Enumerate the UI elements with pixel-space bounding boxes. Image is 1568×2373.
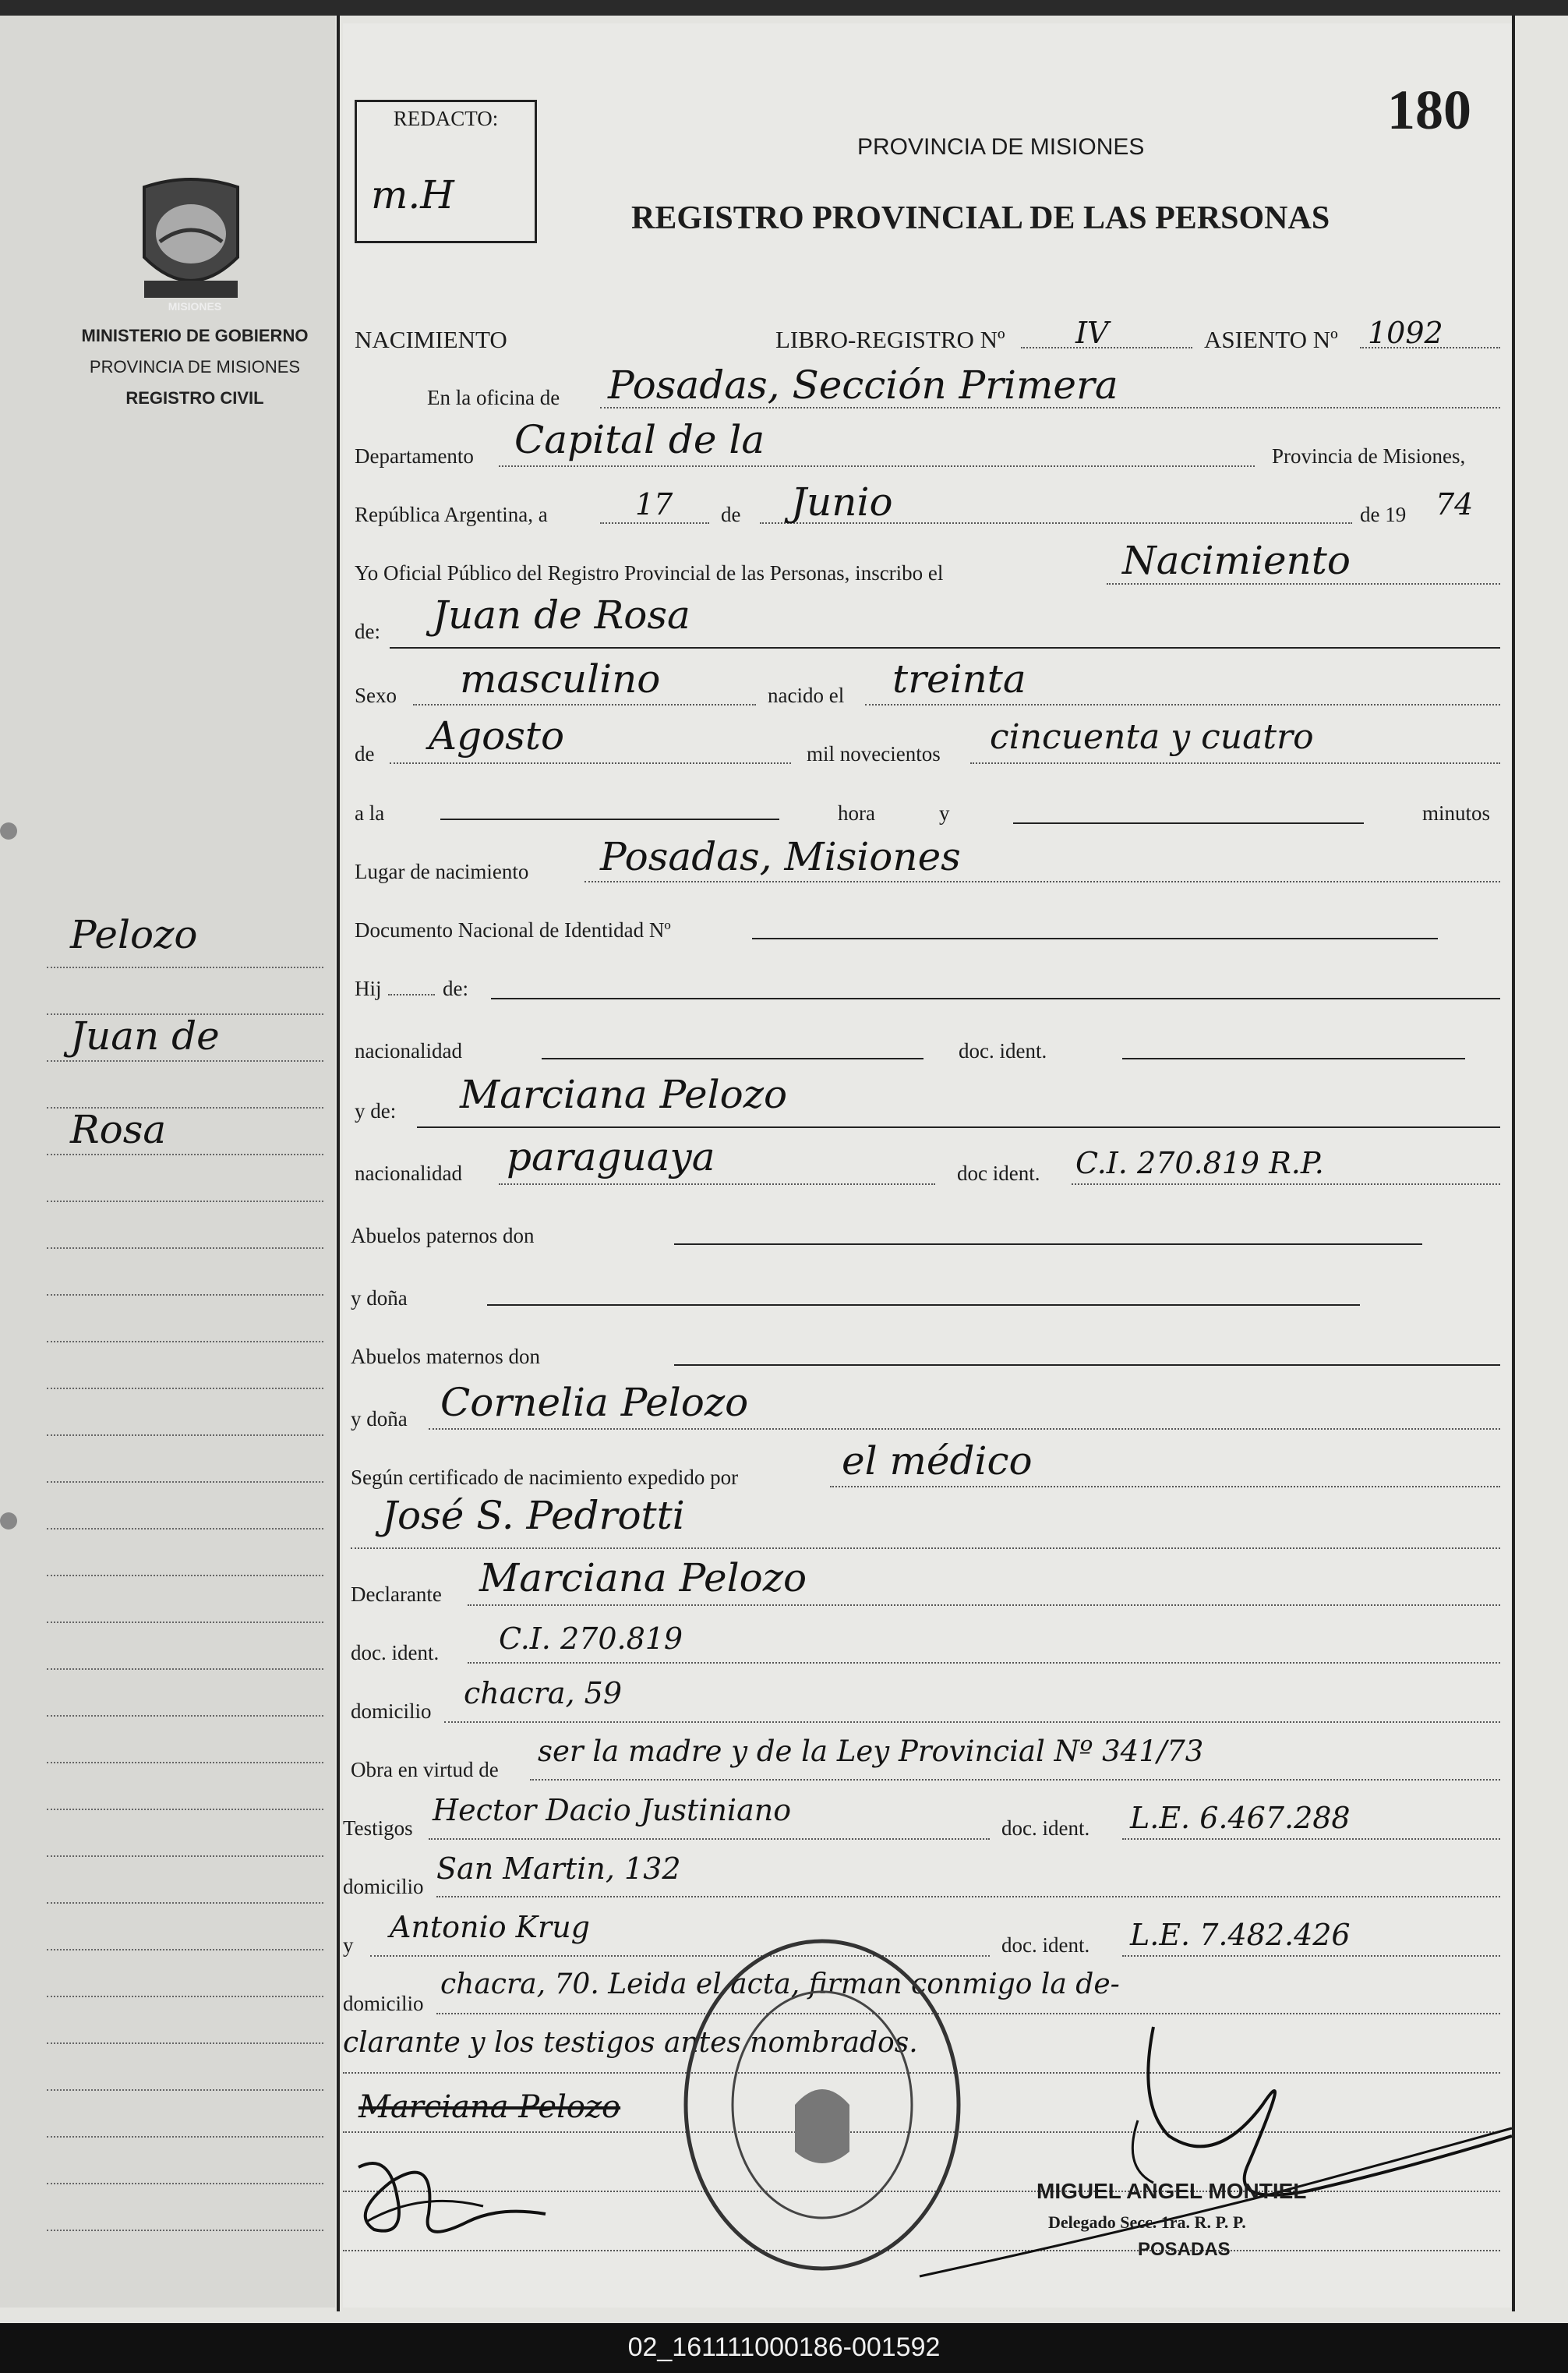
domicilio2-label: domicilio [343,1875,424,1898]
testigos-label: Testigos [343,1816,413,1840]
page-number: 180 [1387,79,1471,141]
mes2-value: Agosto [429,713,565,759]
domicilio-value: chacra, 59 [464,1676,623,1710]
seal-caption: MISIONES [168,300,222,313]
province-header: PROVINCIA DE MISIONES [857,134,1145,160]
docident2-label: doc ident. [957,1162,1040,1185]
sexo-label: Sexo [355,684,397,707]
segun-label: Según certificado de nacimiento expedido por [351,1466,739,1489]
margin-note-line-1: Pelozo [70,912,198,957]
declarant-signature: Marciana Pelozo [358,2089,621,2125]
domicilio-label: domicilio [351,1699,432,1723]
top-edge [0,0,1568,16]
official-city: POSADAS [1138,2239,1231,2260]
nacido-value: treinta [892,656,1026,702]
segun-value: el médico [842,1438,1033,1484]
witness-signature [343,2136,577,2253]
docident4-value: L.E. 6.467.288 [1130,1801,1351,1835]
docident4-label: doc. ident. [1001,1816,1090,1840]
oficial-text: Yo Oficial Público del Registro Provincial de las Personas, inscribo el [355,561,944,585]
ala-label: a la [355,801,385,825]
provincia-label: Provincia de Misiones, [1272,444,1466,468]
de-colon-label: de: [355,620,380,643]
hij-de-label: de: [443,977,468,1000]
margin-note-line-2: Juan de [70,1013,220,1059]
republica-label: República Argentina, a [355,503,548,526]
oficina-value: Posadas, Sección Primera [608,362,1118,408]
binder-hole [0,822,17,840]
docident5-label: doc. ident. [1001,1933,1090,1957]
anio-label: de 19 [1360,503,1407,526]
de-label: de [721,503,741,526]
lugar-value: Posadas, Misiones [600,834,961,879]
domicilio3-label: domicilio [343,1992,424,2015]
obra-value: ser la madre y de la Ley Provincial Nº 341/73 [538,1735,1204,1768]
departamento-value: Capital de la [514,417,765,462]
inscribo-value: Nacimiento [1122,538,1351,583]
dni-label: Documento Nacional de Identidad Nº [355,918,671,942]
provincial-seal-icon [129,172,253,308]
redacto-initials: m.H [371,172,454,217]
margin-note-line-3: Rosa [70,1107,167,1152]
nacionalidad-label: nacionalidad [355,1039,462,1063]
nacimiento-label: NACIMIENTO [355,326,507,353]
hora-label: hora [838,801,875,825]
anio2-value: cincuenta y cuatro [990,717,1314,757]
registry-title: REGISTRO PROVINCIAL DE LAS PERSONAS [631,200,1330,236]
nacionalidad2-label: nacionalidad [355,1162,462,1185]
ydona2-label: y doña [351,1407,408,1431]
official-title: Delegado Secc. 1ra. R. P. P. [1048,2212,1246,2232]
mes-value: Junio [791,479,893,525]
left-border-line [337,16,340,2311]
lugar-label: Lugar de nacimiento [355,860,529,883]
redacto-label: REDACTO: [393,107,499,130]
testigo1-value: Hector Dacio Justiniano [433,1793,792,1827]
nacido-label: nacido el [768,684,845,707]
medico-value: José S. Pedrotti [382,1493,685,1538]
declarante-label: Declarante [351,1583,442,1606]
libro-label: LIBRO-REGISTRO Nº [775,326,1005,353]
minutos-label: minutos [1422,801,1491,825]
y2-label: y [343,1933,354,1957]
docident2-value: C.I. 270.819 R.P. [1075,1146,1324,1180]
cierre-value: clarante y los testigos antes nombrados. [343,2027,918,2059]
oficina-label: En la oficina de [427,386,560,409]
docident5-value: L.E. 7.482.426 [1130,1918,1351,1952]
filename-caption: 02_161111000186-001592 [627,2332,941,2362]
dia-value: 17 [635,487,673,522]
ministry-line-1: MINISTERIO DE GOBIERNO [81,326,309,345]
nombre-value: Juan de Rosa [433,592,690,638]
testigo2-value: Antonio Krug [390,1910,591,1944]
domicilio2-value: San Martin, 132 [436,1851,681,1886]
libro-value: IV [1075,316,1109,350]
binder-hole [0,1512,17,1530]
y-label: y [939,801,950,825]
madre-value: Marciana Pelozo [460,1072,788,1117]
declarante-value: Marciana Pelozo [479,1555,807,1600]
abuela-value: Cornelia Pelozo [440,1380,749,1425]
abuelos-mat-label: Abuelos maternos don [351,1345,540,1368]
official-name: MIGUEL ANGEL MONTIEL [1037,2179,1307,2203]
mil-label: mil novecientos [807,742,941,766]
yde-label: y de: [355,1099,397,1123]
obra-label: Obra en virtud de [351,1758,499,1781]
domicilio3-value: chacra, 70. Leida el acta, firman conmigo la de- [440,1968,1120,2000]
mes2-label: de [355,742,375,766]
right-border-line [1512,16,1515,2311]
ministry-line-2: PROVINCIA DE MISIONES [89,357,301,377]
docident3-label: doc. ident. [351,1641,440,1664]
ministry-line-3: REGISTRO CIVIL [125,388,264,408]
hij-label: Hij [355,977,382,1000]
abuelos-pat-label: Abuelos paternos don [351,1224,535,1247]
departamento-label: Departamento [355,444,474,468]
anio-value: 74 [1436,487,1474,522]
ydona1-label: y doña [351,1286,408,1310]
asiento-label: ASIENTO Nº [1204,326,1338,353]
nacionalidad2-value: paraguaya [507,1134,715,1179]
asiento-value: 1092 [1368,316,1443,350]
redacto-box [355,100,537,243]
sexo-value: masculino [460,656,661,702]
docident3-value: C.I. 270.819 [499,1621,683,1656]
docident-label: doc. ident. [959,1039,1047,1063]
